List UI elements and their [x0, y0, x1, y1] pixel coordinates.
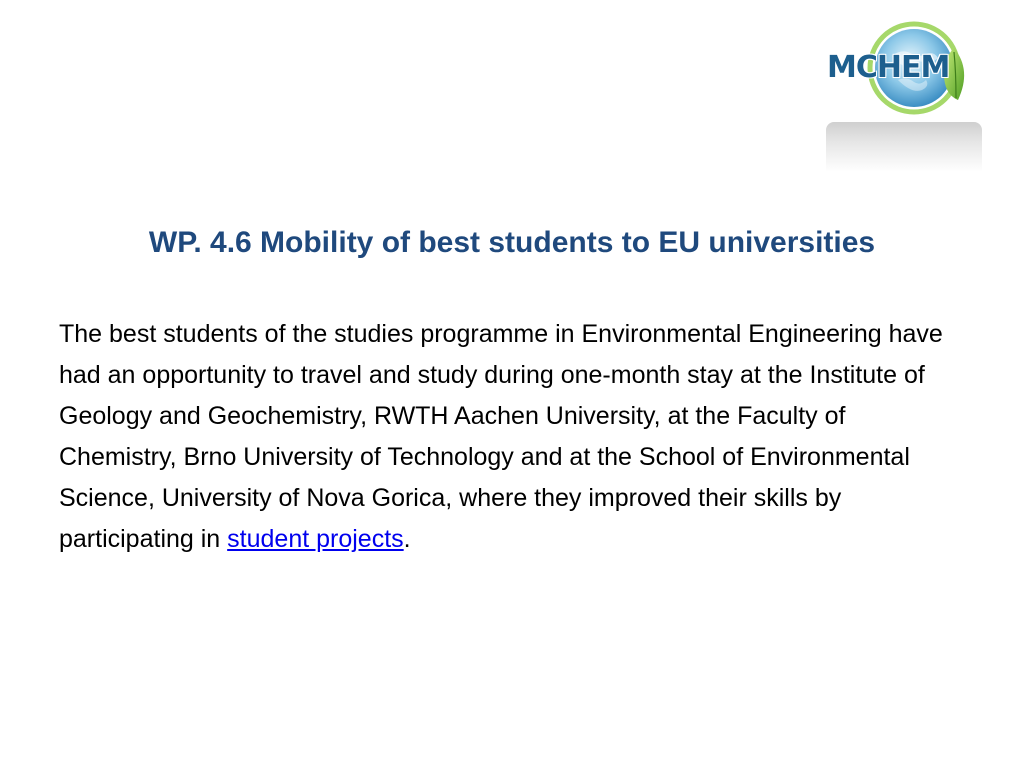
body-text-main: The best students of the studies programme in Environmental Engineering have had an opportunity to travel and study during one-month stay at the Institute of Geology and Geochemistry, RWTH Aachen University, at the Faculty of Chemistry, Brno University of Technology and at the School of Environmental Science, University of Nova Gorica, where they improved their skills by participating in	[59, 320, 943, 553]
slide-title: WP. 4.6 Mobility of best students to EU universities	[148, 226, 876, 259]
slide-body	[59, 314, 949, 560]
mchem-logo	[826, 18, 982, 174]
student-projects-link[interactable]: student projects	[227, 525, 404, 553]
logo-text: MCHEM	[827, 50, 950, 85]
body-text-end: .	[403, 525, 411, 553]
